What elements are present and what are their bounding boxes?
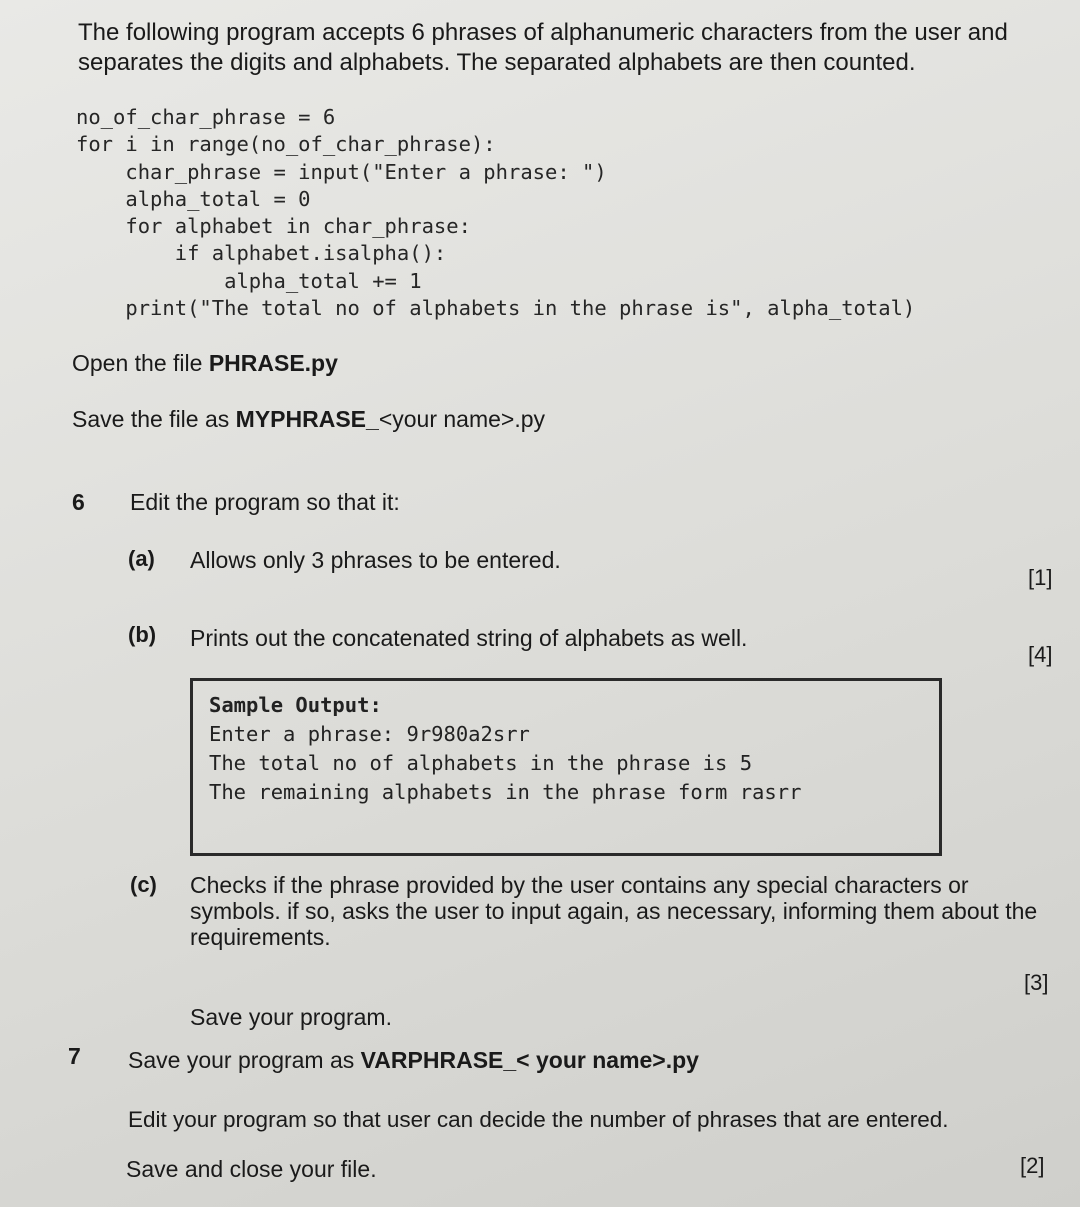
sample-output-line: The remaining alphabets in the phrase form rasrr	[209, 780, 802, 804]
code-line: for alphabet in char_phrase:	[76, 214, 471, 239]
question-7-close-instruction: Save and close your file.	[126, 1156, 377, 1182]
code-block	[76, 104, 1066, 322]
code-line: char_phrase = input("Enter a phrase: ")	[76, 159, 607, 184]
save-file-prefix: Save the file as	[72, 406, 236, 432]
save-file-suffix: <your name>.py	[378, 406, 546, 432]
question-7-edit-instruction: Edit your program so that user can decide the number of phrases that are entered.	[128, 1107, 949, 1132]
part-a-label: (a)	[128, 546, 155, 571]
intro-paragraph: The following program accepts 6 phrases of alphanumeric characters from the user and separates the digits and alphabets. The separated alphabets are then counted.	[78, 19, 1008, 76]
sample-output-box	[190, 678, 942, 856]
part-a-text: Allows only 3 phrases to be entered.	[190, 547, 561, 573]
part-b-mark: [4]	[1028, 642, 1053, 667]
sample-output-line: Enter a phrase: 9r980a2srr	[209, 722, 530, 746]
part-b-text: Prints out the concatenated string of alphabets as well.	[190, 625, 748, 651]
code-line: alpha_total += 1	[76, 268, 422, 293]
code-line: alpha_total = 0	[76, 186, 311, 211]
question-6-intro: Edit the program so that it:	[130, 489, 400, 515]
open-file-prefix: Open the file	[72, 350, 209, 376]
question-7-mark: [2]	[1020, 1153, 1045, 1178]
save-file-instruction	[72, 405, 545, 433]
question-7-save-instruction	[128, 1046, 699, 1074]
question-6-number: 6	[72, 489, 85, 515]
part-c-mark: [3]	[1024, 970, 1049, 995]
sample-output-line: The total no of alphabets in the phrase is 5	[209, 751, 753, 775]
code-line: for i in range(no_of_char_phrase):	[76, 132, 496, 157]
part-c-text: Checks if the phrase provided by the user contains any special characters or symbols. if so, asks the user to input again, as necessary, informing them about the requirements.	[190, 872, 1038, 950]
part-a-mark: [1]	[1028, 565, 1053, 590]
q7-save-suffix: < your name>.py	[516, 1047, 699, 1073]
part-b-label: (b)	[128, 622, 157, 647]
sample-output-heading: Sample Output:	[209, 693, 382, 717]
code-line: print("The total no of alphabets in the phrase is", alpha_total)	[76, 296, 916, 321]
code-line: no_of_char_phrase = 6	[76, 105, 336, 129]
save-file-filename: MYPHRASE_	[235, 406, 379, 432]
code-line: if alphabet.isalpha():	[76, 241, 447, 266]
question-7-number: 7	[68, 1043, 81, 1069]
q7-save-prefix: Save your program as	[128, 1047, 361, 1073]
open-file-instruction	[72, 349, 338, 377]
open-file-filename: PHRASE.py	[208, 350, 338, 376]
q7-save-filename: VARPHRASE_	[360, 1047, 517, 1073]
part-c-label: (c)	[130, 872, 157, 897]
question-6-save: Save your program.	[190, 1004, 392, 1030]
